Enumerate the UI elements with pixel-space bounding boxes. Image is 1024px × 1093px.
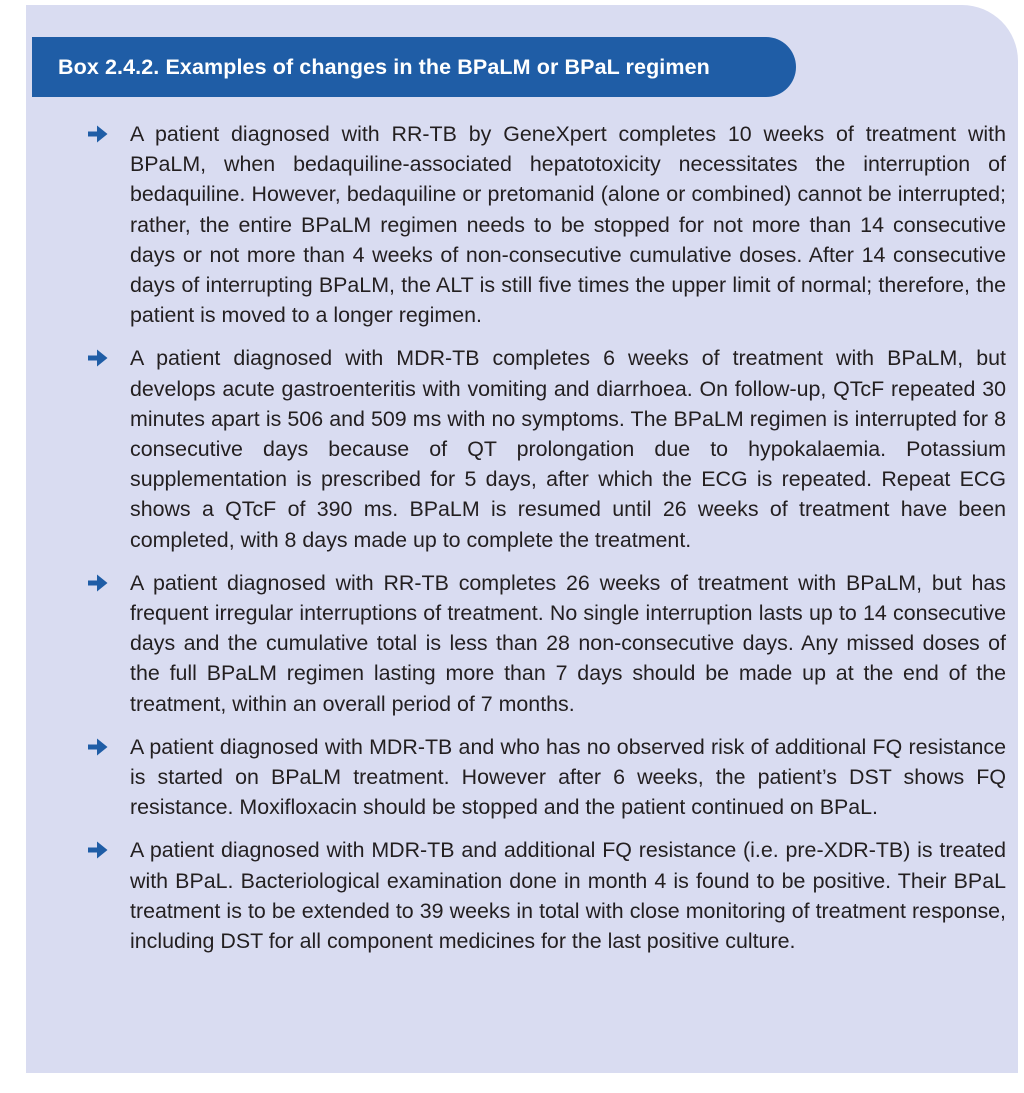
list-item (88, 835, 1006, 956)
list-item (88, 568, 1006, 719)
examples-list (88, 119, 1006, 969)
info-box (26, 5, 1018, 1073)
list-item-text: A patient diagnosed with MDR-TB completes 6 weeks of treatment with BPaLM, but develops acute gastroenteritis with vomiting and diarrhoea. On follow-up, QTcF repeated 30 minutes apart is 506 and 509 ms with no symptoms. The BPaLM regimen is interrupted for 8 consecutive days because of QT prolongation due to hypokalaemia. Potassium supplementation is prescribed for 5 days, after which the ECG is repeated. Repeat ECG shows a QTcF of 390 ms. BPaLM is resumed until 26 weeks of treatment have been completed, with 8 days made up to complete the treatment. (130, 346, 1006, 552)
arrow-right-icon (88, 119, 130, 143)
arrow-right-icon (88, 343, 130, 367)
list-item (88, 343, 1006, 554)
list-item (88, 119, 1006, 330)
list-item-text: A patient diagnosed with RR-TB completes 26 weeks of treatment with BPaLM, but has frequent irregular interruptions of treatment. No single interruption lasts up to 14 consecutive days and the cumulative total is less than 28 non-consecutive days. Any missed doses of the full BPaLM regimen lasting more than 7 days should be made up at the end of the treatment, within an overall period of 7 months. (130, 570, 1006, 716)
list-item-text: A patient diagnosed with MDR-TB and who has no observed risk of additional FQ resistance is started on BPaLM treatment. However after 6 weeks, the patient’s DST shows FQ resistance. Moxifloxacin should be stopped and the patient continued on BPaL. (130, 734, 1006, 820)
list-item (88, 732, 1006, 823)
arrow-right-icon (88, 732, 130, 756)
arrow-right-icon (88, 568, 130, 592)
box-title: Box 2.4.2. Examples of changes in the BPaLM or BPaL regimen (58, 54, 710, 79)
box-title-bar (32, 37, 796, 97)
list-item-text: A patient diagnosed with RR-TB by GeneXpert completes 10 weeks of treatment with BPaLM, when bedaquiline-associated hepatotoxicity necessitates the interruption of bedaquiline. However, bedaquiline or pretomanid (alone or combined) cannot be interrupted; rather, the entire BPaLM regimen needs to be stopped for not more than 14 consecutive days or not more than 4 weeks of non-consecutive cumulative doses. After 14 consecutive days of interrupting BPaLM, the ALT is still five times the upper limit of normal; therefore, the patient is moved to a longer regimen. (130, 122, 1006, 328)
arrow-right-icon (88, 835, 130, 859)
list-item-text: A patient diagnosed with MDR-TB and additional FQ resistance (i.e. pre-XDR-TB) is treated with BPaL. Bacteriological examination done in month 4 is found to be positive. Their BPaL treatment is to be extended to 39 weeks in total with close monitoring of treatment response, including DST for all component medicines for the last positive culture. (130, 838, 1006, 954)
